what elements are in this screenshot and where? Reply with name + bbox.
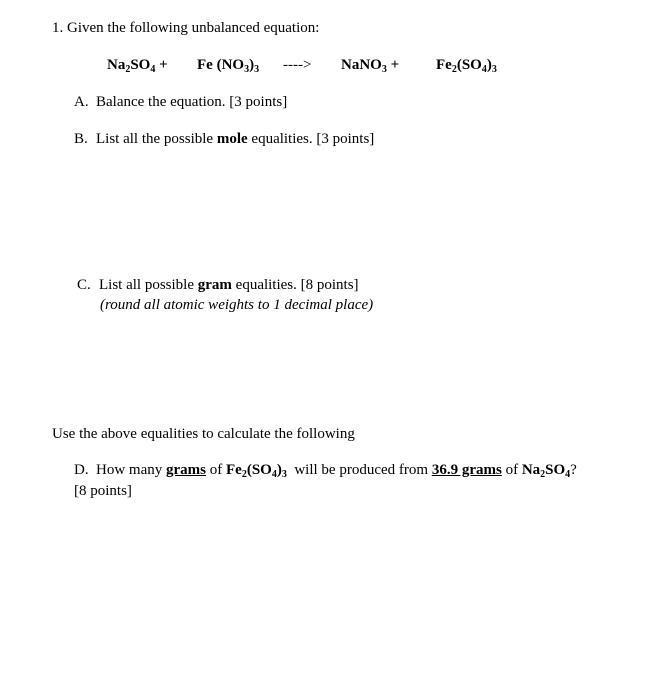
equation-term-iron-sulfate: $Fe_2(SO_4)_3$ <box>436 57 497 75</box>
part-b-bold: mole <box>216 131 248 147</box>
equation-term-sodium-nitrate: NaNO$_3$ + <box>341 57 400 75</box>
use-above-instruction: Use the above equalities to calculate the following <box>52 426 355 442</box>
part-d: D. How many grams of $Fe_2(SO_4)_3$ will be produced from 36.9 grams of $Na_2SO_4$? <box>74 462 577 480</box>
part-a-letter: A. <box>74 94 89 110</box>
part-d-points: [8 points] <box>74 483 132 499</box>
part-c: C. List all possible gram equalities. [8 points] <box>77 277 359 293</box>
part-d-formula-sodium-sulfate: $Na_2SO_4$ <box>521 462 571 480</box>
part-c-bold: gram <box>197 277 232 293</box>
equation-term-sodium-sulfate: $Na_2SO_4$ + <box>107 57 168 75</box>
equation-arrow: ----> <box>283 57 312 73</box>
part-b: B. List all the possible mole equalities. [3 points] <box>74 131 375 147</box>
part-b-letter: B. <box>74 131 88 147</box>
question-intro: 1. Given the following unbalanced equation: <box>52 20 320 36</box>
part-d-letter: D. <box>74 462 89 478</box>
part-d-formula-iron-sulfate: $Fe_2(SO_4)_3$ <box>226 462 287 480</box>
part-c-letter: C. <box>77 277 91 293</box>
part-d-mass-underlined: 36.9 grams <box>431 462 502 478</box>
part-d-grams-underlined: grams <box>166 462 206 478</box>
equation-term-iron-nitrate: Fe $(NO_3)_3$ <box>197 57 260 75</box>
part-a <box>74 93 287 111</box>
part-a-text: Balance the equation. [3 points] <box>96 94 288 110</box>
part-c-note: (round all atomic weights to 1 decimal place) <box>100 297 374 313</box>
